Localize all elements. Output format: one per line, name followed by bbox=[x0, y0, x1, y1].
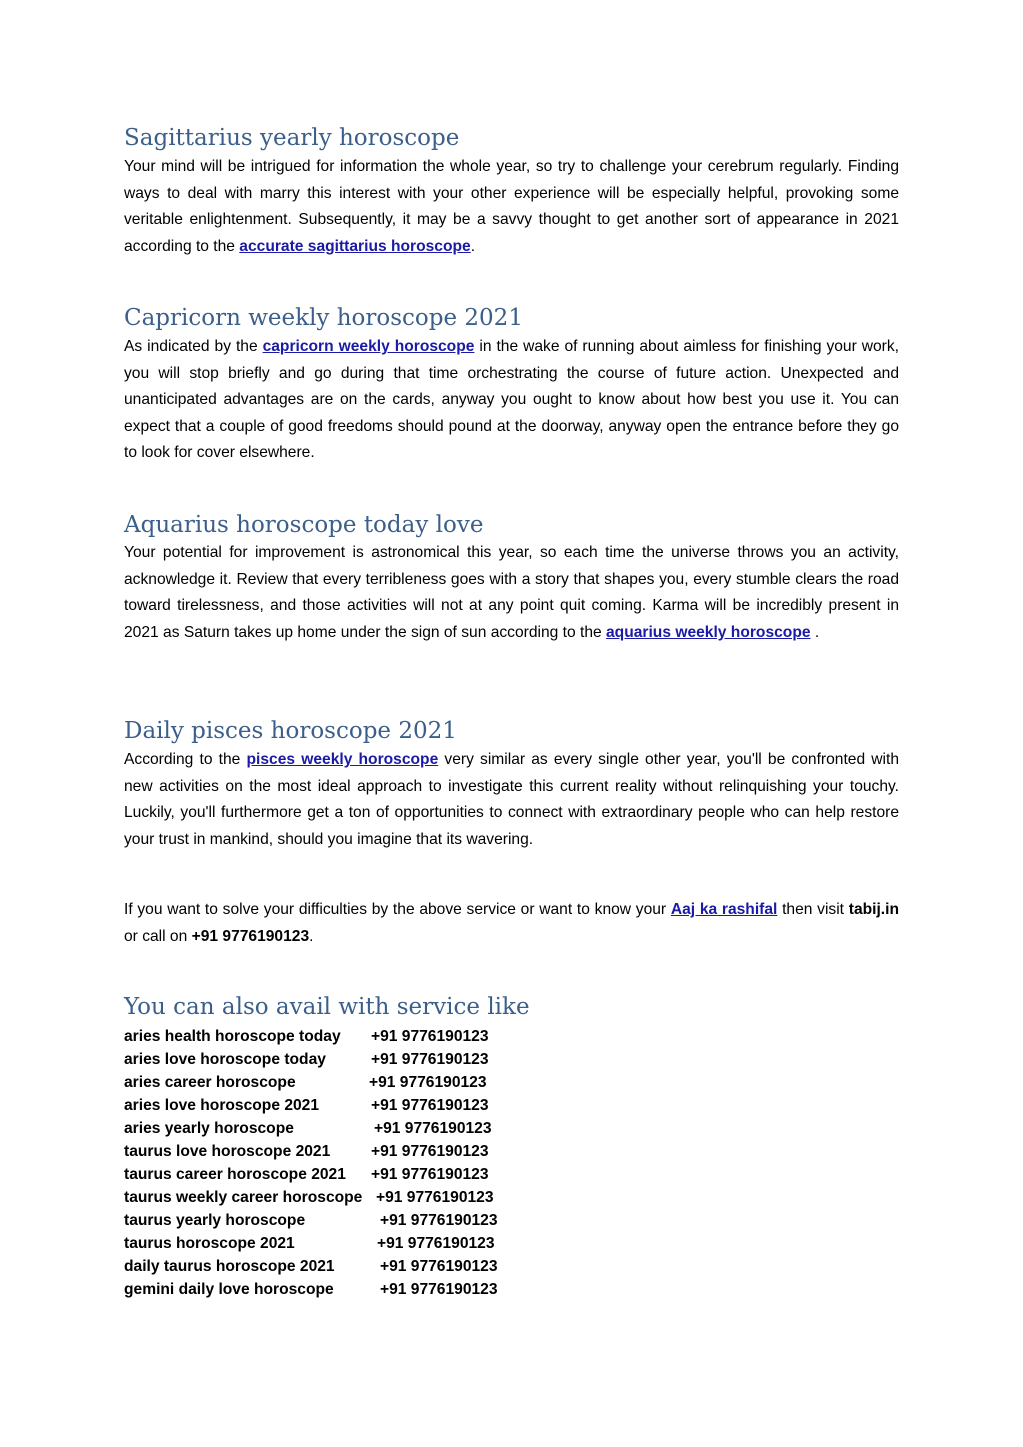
aquarius-weekly-horoscope-link[interactable]: aquarius weekly horoscope bbox=[606, 623, 811, 641]
service-phone: +91 9776190123 bbox=[371, 1051, 489, 1068]
service-row bbox=[124, 1071, 644, 1094]
service-row bbox=[124, 1048, 644, 1071]
body-text: in the wake of running about aimless for finishing your work, you will stop briefly and go during that time orchestrating the course of future action. Unexpected and unanticipated advantages are on the cards, anyway you ought to know about how best you use it. You can expect that a couple of good freedoms should pound at the doorway, anyway open the entrance before they go to look for cover elsewhere. bbox=[124, 338, 900, 462]
body-text: Your potential for improvement is astronomical this year, so each time the universe throws you an activity, acknowledge it. Review that every terribleness goes with a story that shapes you, every stumble clears the road toward tirelessness, and those activities will not at any point quit coming. Karma will be incredibly present in 2021 as Saturn takes up home under the sign of sun according to the bbox=[124, 544, 899, 641]
service-row bbox=[124, 1140, 644, 1163]
service-phone: +91 9776190123 bbox=[371, 1166, 489, 1183]
body-text: . bbox=[470, 237, 476, 255]
service-phone: +91 9776190123 bbox=[380, 1258, 498, 1275]
service-row bbox=[124, 1232, 644, 1255]
services-list bbox=[124, 1025, 644, 1301]
section-title-sagittarius: Sagittarius yearly horoscope bbox=[124, 125, 460, 151]
body-text: or call on bbox=[124, 927, 192, 945]
service-name: gemini daily love horoscope bbox=[124, 1281, 334, 1298]
services-title: You can also avail with service like bbox=[124, 994, 530, 1020]
section-body-sagittarius bbox=[124, 154, 899, 260]
body-text: As indicated by the bbox=[124, 338, 263, 355]
service-phone: +91 9776190123 bbox=[371, 1028, 489, 1045]
service-name: taurus yearly horoscope bbox=[124, 1212, 306, 1229]
service-name: aries career horoscope bbox=[124, 1074, 296, 1091]
service-phone: +91 9776190123 bbox=[371, 1097, 489, 1114]
service-phone: +91 9776190123 bbox=[374, 1120, 492, 1137]
service-row bbox=[124, 1186, 644, 1209]
accurate-sagittarius-horoscope-link[interactable]: accurate sagittarius horoscope bbox=[239, 237, 471, 255]
service-phone: +91 9776190123 bbox=[369, 1074, 487, 1091]
body-text: very similar as every single other year, you'll be confronted with new activities on the most ideal approach to investigate this current reality without relinquishing your touchy. Luckily, you'll furthermore get a ton of opportunities to connect with extraordinary people who can help restore your trust in mankind, should you imagine that its wavering. bbox=[124, 751, 900, 848]
service-name: taurus weekly career horoscope bbox=[124, 1189, 363, 1206]
body-text: . bbox=[810, 623, 820, 641]
service-phone: +91 9776190123 bbox=[377, 1235, 495, 1252]
service-row bbox=[124, 1209, 644, 1232]
service-row bbox=[124, 1094, 644, 1117]
service-phone: +91 9776190123 bbox=[380, 1212, 498, 1229]
body-text: Your mind will be intrigued for information the whole year, so try to challenge your cerebrum regularly. Finding ways to deal with marry this interest with your other experience will be especially helpful, provoking some veritable enlightenment. Subsequently, it may be a savvy thought to get another sort of appearance in 2021 according to the bbox=[124, 158, 899, 255]
pisces-weekly-horoscope-link[interactable]: pisces weekly horoscope bbox=[246, 751, 439, 768]
body-text: . bbox=[309, 927, 314, 945]
body-text: If you want to solve your difficulties by the above service or want to know your bbox=[124, 901, 671, 918]
service-row bbox=[124, 1163, 644, 1186]
body-text: According to the bbox=[124, 751, 247, 768]
section-title-aquarius: Aquarius horoscope today love bbox=[124, 512, 484, 538]
capricorn-weekly-horoscope-link[interactable]: capricorn weekly horoscope bbox=[262, 338, 475, 355]
service-name: aries yearly horoscope bbox=[124, 1120, 294, 1137]
service-name: taurus love horoscope 2021 bbox=[124, 1143, 331, 1160]
section-body-aquarius bbox=[124, 540, 899, 646]
service-name: aries health horoscope today bbox=[124, 1028, 341, 1045]
service-name: aries love horoscope today bbox=[124, 1051, 326, 1068]
service-name: taurus horoscope 2021 bbox=[124, 1235, 295, 1252]
service-name: aries love horoscope 2021 bbox=[124, 1097, 320, 1114]
service-phone: +91 9776190123 bbox=[371, 1143, 489, 1160]
service-phone: +91 9776190123 bbox=[376, 1189, 494, 1206]
contact-paragraph bbox=[124, 897, 899, 950]
service-name: daily taurus horoscope 2021 bbox=[124, 1258, 335, 1275]
site-name: tabij.in bbox=[848, 901, 899, 918]
service-row bbox=[124, 1278, 644, 1301]
service-phone: +91 9776190123 bbox=[380, 1281, 498, 1298]
service-row bbox=[124, 1255, 644, 1278]
section-body-pisces bbox=[124, 747, 899, 853]
aaj-ka-rashifal-link[interactable]: Aaj ka rashifal bbox=[670, 901, 778, 918]
contact-phone: +91 9776190123 bbox=[191, 927, 310, 945]
service-row bbox=[124, 1025, 644, 1048]
section-title-pisces: Daily pisces horoscope 2021 bbox=[124, 718, 457, 744]
section-body-capricorn bbox=[124, 334, 899, 467]
section-title-capricorn: Capricorn weekly horoscope 2021 bbox=[124, 305, 523, 331]
service-name: taurus career horoscope 2021 bbox=[124, 1166, 346, 1183]
service-row bbox=[124, 1117, 644, 1140]
body-text: then visit bbox=[777, 901, 849, 918]
